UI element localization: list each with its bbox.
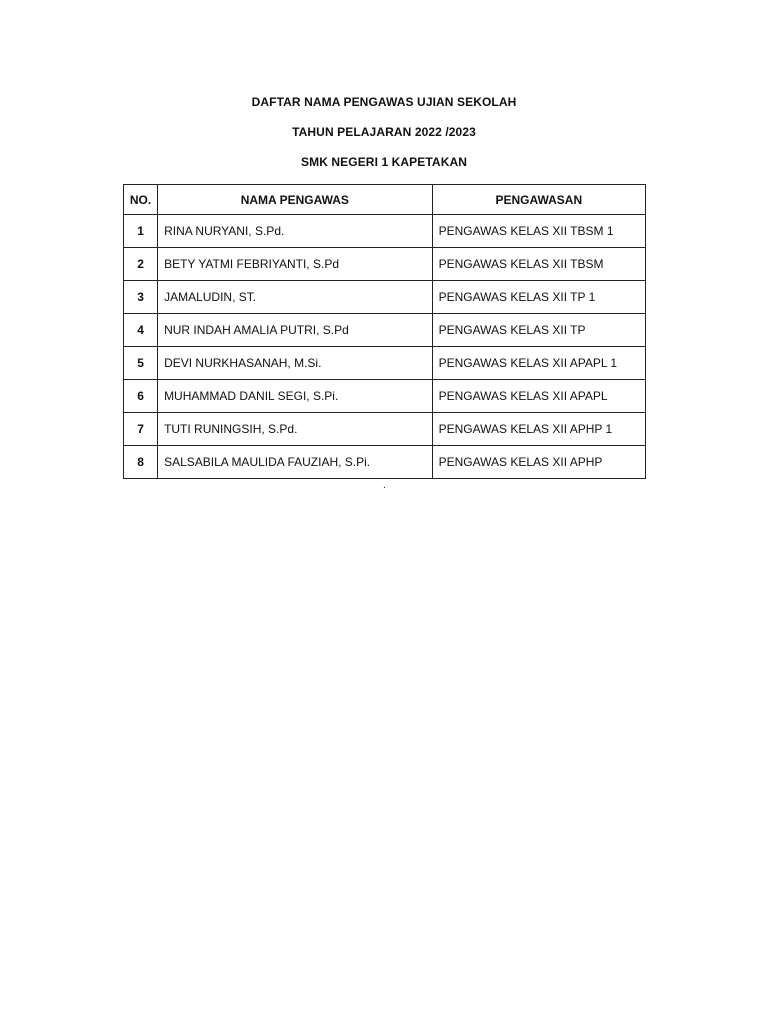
row-number: 3 — [124, 281, 158, 314]
row-number: 5 — [124, 347, 158, 380]
proctor-name: RINA NURYANI, S.Pd. — [158, 215, 433, 248]
row-number: 4 — [124, 314, 158, 347]
trailing-period-mark: . — [383, 480, 386, 491]
table-row — [124, 248, 646, 281]
table-body — [124, 215, 646, 479]
proctor-name: JAMALUDIN, ST. — [158, 281, 433, 314]
row-number: 6 — [124, 380, 158, 413]
table-row — [124, 413, 646, 446]
proctor-name: TUTI RUNINGSIH, S.Pd. — [158, 413, 433, 446]
proctor-assignment: PENGAWAS KELAS XII APAPL 1 — [432, 347, 645, 380]
proctor-assignment: PENGAWAS KELAS XII APAPL — [432, 380, 645, 413]
table-header-row — [124, 185, 646, 215]
proctor-name: NUR INDAH AMALIA PUTRI, S.Pd — [158, 314, 433, 347]
proctor-assignment: PENGAWAS KELAS XII TBSM 1 — [432, 215, 645, 248]
table-row — [124, 314, 646, 347]
row-number: 2 — [124, 248, 158, 281]
document-title: DAFTAR NAMA PENGAWAS UJIAN SEKOLAH — [251, 95, 517, 109]
proctor-assignment: PENGAWAS KELAS XII APHP 1 — [432, 413, 645, 446]
header-name: NAMA PENGAWAS — [158, 185, 433, 215]
header-no: NO. — [124, 185, 158, 215]
table-row — [124, 380, 646, 413]
table-row — [124, 215, 646, 248]
school-name-heading: SMK NEGERI 1 KAPETAKAN — [301, 155, 467, 169]
table-row — [124, 281, 646, 314]
proctor-name: DEVI NURKHASANAH, M.Si. — [158, 347, 433, 380]
proctor-table — [123, 184, 646, 479]
header-task: PENGAWASAN — [432, 185, 645, 215]
row-number: 1 — [124, 215, 158, 248]
proctor-assignment: PENGAWAS KELAS XII APHP — [432, 446, 645, 479]
proctor-assignment: PENGAWAS KELAS XII TP 1 — [432, 281, 645, 314]
proctor-name: SALSABILA MAULIDA FAUZIAH, S.Pi. — [158, 446, 433, 479]
proctor-assignment: PENGAWAS KELAS XII TP — [432, 314, 645, 347]
proctor-assignment: PENGAWAS KELAS XII TBSM — [432, 248, 645, 281]
academic-year-heading: TAHUN PELAJARAN 2022 /2023 — [292, 125, 476, 139]
table-row — [124, 347, 646, 380]
table-row — [124, 446, 646, 479]
proctor-name: BETY YATMI FEBRIYANTI, S.Pd — [158, 248, 433, 281]
row-number: 8 — [124, 446, 158, 479]
row-number: 7 — [124, 413, 158, 446]
proctor-name: MUHAMMAD DANIL SEGI, S.Pi. — [158, 380, 433, 413]
